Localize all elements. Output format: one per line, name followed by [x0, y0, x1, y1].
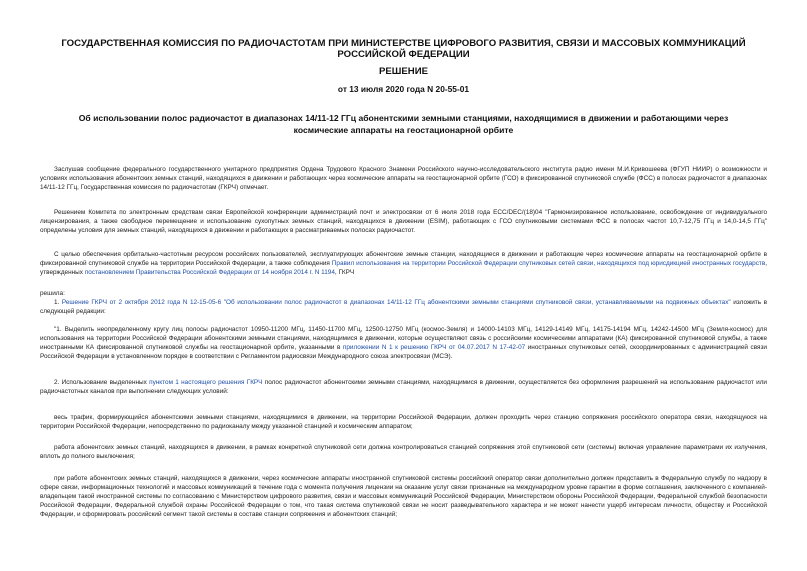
- paragraph-intro: [40, 165, 767, 192]
- decided-label: решила:: [40, 290, 65, 297]
- paragraph-purpose-text-b: , утвержденных: [40, 260, 767, 276]
- quoted-point-2-text-b: полос радиочастот абонентскими земными станциями, находящимися в движении, осуществляется без оформления разрешений на использование радиочастот или радиочастотных каналов при выполнении следующих условий:: [40, 379, 767, 395]
- satellite-networks-rules-link[interactable]: Правил использования на территории Российской Федерации спутниковых сетей связи, находящихся под юрисдикцией иностранных государств: [331, 260, 766, 267]
- paragraph-ecc-decision-text: Решением Комитета по электронным средствам связи Европейской конференции администраций почт и электросвязи от 6 июля 2018 года ECC/DEC/(18)04 "Гармонизированное использование, освобождение от индивидуального лицензирования, а также свободное перемещение и использование сухопутных земных станций, находящихся в движении (ESIM), работающих с ГСО спутниковыми системами ФСС в полосах частот 10,7-12,75 ГГц и 14,0-14,5 ГГц" определены условия для земных станций, находящихся в движении и работающих в рассматриваемых полосах радиочастот.: [40, 209, 767, 234]
- document-date-number: от 13 июля 2020 года N 20-55-01: [337, 84, 470, 94]
- government-resolution-1194-link[interactable]: постановлением Правительства Российской Федерации от 14 ноября 2014 г. N 1194: [84, 269, 335, 276]
- item-1-number: 1.: [54, 299, 62, 306]
- paragraph-purpose: [40, 250, 767, 277]
- quoted-point-2-text-a: 2. Использование выделенных: [54, 379, 150, 386]
- quoted-point-2: [40, 378, 767, 396]
- condition-control-text: работа абонентских земных станций, находящихся в движении, в рамках конкретной спутниковой сети должна контролироваться станцией сопряжения этой спутниковой сети (системы) включая управление параметрами их излучения, вплоть до полного выключения;: [40, 444, 767, 460]
- quoted-point-1: [40, 325, 767, 361]
- paragraph-ecc-decision: [40, 208, 767, 235]
- paragraph-purpose-text-c: , ГКРЧ: [334, 269, 355, 276]
- decision-12-15-05-6-link[interactable]: Решение ГКРЧ от 2 октября 2012 года N 12-15-05-6 "Об использовании полос радиочастот в диапазонах 14/11-12 ГГц абонентскими земными станциями спутниковой связи, устанавливаемыми на подвижных объектах": [61, 299, 731, 306]
- condition-foreign-system-text: при работе абонентских земных станций, находящихся в движении, через космические аппараты иностранной спутниковой системы российский оператор связи дополнительно должен представить в Федеральную службу по надзору в сфере связи, информационных технологий и массовых коммуникаций в течение года с момента получения лицензии на оказание услуг связи признанные на международном уровне гарантии в форме соглашения, заключенного с компанией-владельцем такой иностранной системы по согласованию с Министерством цифрового развития, связи и массовых коммуникаций Российской Федерации, Министерством обороны Российской Федерации, Федеральной службой безопасности Российской Федерации, Федеральной службой охраны Российской Федерации о том, что такая система спутниковой связи не носит разведывательного характера и не может нанести ущерб интересам личности, обществу и Российской Федерации, и сформировать российский сегмент такой системы в составе станции сопряжения и абонентских станций;: [40, 475, 767, 518]
- issuing-authority: ГОСУДАРСТВЕННАЯ КОМИССИЯ ПО РАДИОЧАСТОТАМ ПРИ МИНИСТЕРСТВЕ ЦИФРОВОГО РАЗВИТИЯ, СВЯЗИ И МАССОВЫХ КОММУНИКАЦИЙ РОССИЙСКОЙ ФЕДЕРАЦИИ: [61, 38, 746, 60]
- condition-traffic-text: весь трафик, формирующийся абонентскими земными станциями, находящимися в движении, на территории Российской Федерации, должен проходить через станцию сопряжения российского оператора связи, находящуюся на территории Российской Федерации, непосредственно по радиоканалу между указанной станцией и космическим аппаратом;: [40, 414, 767, 430]
- condition-foreign-system: [40, 474, 767, 519]
- point-1-this-decision-link[interactable]: пунктом 1 настоящего решения ГКРЧ: [149, 379, 263, 386]
- appendix-1-decision-17-42-07-link[interactable]: приложении N 1 к решению ГКРЧ от 04.07.2017 N 17-42-07: [342, 344, 526, 351]
- item-1-rest: изложить в следующей редакции:: [40, 299, 767, 315]
- paragraph-intro-text: Заслушав сообщение федерального государственного унитарного предприятия Ордена Трудового Красного Знамени Российского научно-исследовательского института радио имени М.И.Кривошеева (ФГУП НИИР) о возможности и условиях использования абонентских земных станций, находящихся в движении и работающих через космические аппараты на геостационарной орбите (ГСО) в фиксированной спутниковой службе (ФСС) в полосах радиочастот в диапазонах 14/11-12 ГГц, Государственная комиссия по радиочастотам (ГКРЧ) отмечает.: [40, 166, 767, 191]
- condition-traffic: [40, 413, 767, 431]
- document-type: РЕШЕНИЕ: [378, 66, 429, 77]
- document-title: Об использовании полос радиочастот в диапазонах 14/11-12 ГГц абонентскими земными станциями, находящимися в движении и работающими через космические аппараты на геостационарной орбите: [78, 113, 729, 135]
- condition-control: [40, 443, 767, 461]
- paragraph-purpose-text-a: С целью обеспечения орбитально-частотным ресурсом российских пользователей, эксплуатирующих абонентские земные станции, находящиеся в движении и работающие через космические аппараты на геостационарной орбите в фиксированной спутниковой службе на территории Российской Федерации, а также соблюдения: [40, 251, 767, 267]
- item-1: [40, 298, 767, 316]
- quoted-point-1-text-a: "1. Выделить неопределенному кругу лиц полосы радиочастот 10950-11200 МГц, 11450-11700 МГц, 12500-12750 МГц (космос-Земля) и 14000-14103 МГц, 14129-14149 МГц, 14175-14194 МГц, 14242-14500 МГц (Земля-космос) для использования на территории Российской Федерации абонентскими земными станциями, находящимися в движении, которые осуществляют связь с российскими космическими аппаратами (КА) фиксированной спутниковой службы, а также иностранными КА фиксированной спутниковой службы на геостационарной орбите, указанными в: [40, 326, 767, 351]
- quoted-point-1-text-b: иностранных спутниковых сетей, скоординированных с администрацией связи Российской Федерации в установленном порядке в соответствии с Регламентом радиосвязи Международного союза электросвязи (МСЭ).: [40, 344, 767, 360]
